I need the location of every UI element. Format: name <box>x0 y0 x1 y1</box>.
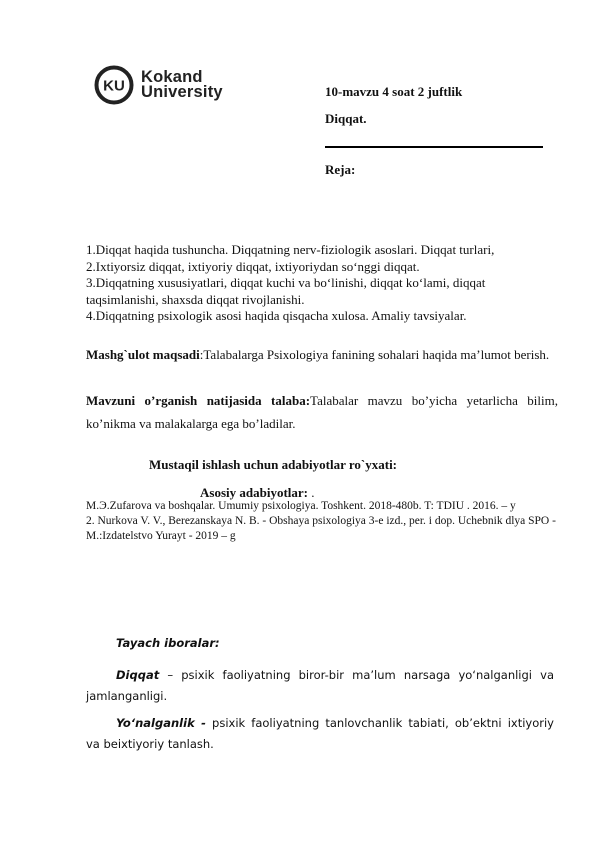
term-word: Yo‘nalganlik - <box>116 716 206 730</box>
term-definition: psixik faoliyatning tanlovchanlik tabiati, ob’ektni ixtiyoriy va beixtiyoriy tanlash. <box>86 716 554 751</box>
plan-item: 4.Diqqatning psixologik asosi haqida qisqacha xulosa. Amaliy tavsiyalar. <box>86 308 467 323</box>
main-literature-label: Asosiy adabiyotlar: <box>200 485 308 500</box>
logo-line-2: University <box>141 83 223 101</box>
plan-item: 3.Diqqatning xususiyatlari, diqqat kuchi va bo‘linishi, diqqat ko‘lami, diqqat <box>86 275 486 290</box>
logo-line-1: Kokand <box>141 68 203 86</box>
literature-item: 2. Nurkova V. V., Berezanskaya N. B. - Obshaya psixologiya 3-e izd., per. i dop. Uchebnik dlya SPO - M.:Izdatelstvo Yurayt - 2019 – g <box>86 515 556 542</box>
goal-label: Mashg`ulot maqsadi <box>86 347 200 362</box>
term-word: Diqqat <box>116 668 160 682</box>
header-rule <box>325 146 543 148</box>
plan-item: taqsimlanishi, shaxsda diqqat rivojlanishi. <box>86 291 305 307</box>
learning-outcome <box>86 390 558 435</box>
literature-heading: Mustaqil ishlash uchun adabiyotlar ro`yxati: <box>149 457 398 472</box>
plan-item: 2.Ixtiyorsiz diqqat, ixtiyoriy diqqat, ixtiyoriydan so‘nggi diqqat. <box>86 258 420 274</box>
svg-text:KU: KU <box>103 77 125 95</box>
literature-list <box>86 499 556 544</box>
logo-wordmark <box>141 70 223 100</box>
plan-heading: Reja: <box>325 162 356 177</box>
plan-item: 1.Diqqat haqida tushuncha. Diqqatning nerv-fiziologik asoslari. Diqqat turlari, <box>86 242 495 257</box>
literature-item: M.Э.Zufarova va boshqalar. Umumiy psixologiya. Toshkent. 2018-480b. T: TDIU . 2016. – y <box>86 500 516 512</box>
key-term-item: Diqqat – psixik faoliyatning biror-bir ma’lum narsaga yo‘nalganligi va jamlanganligi. <box>86 668 554 703</box>
university-logo <box>94 62 244 108</box>
outcome-label: Mavzuni o’rganish natijasida talaba: <box>86 393 311 408</box>
goal-text: :Talabalarga Psixologiya fanining sohalari haqida ma’lumot berish. <box>199 347 550 362</box>
main-literature-suffix: . <box>307 485 315 500</box>
outcome-text: Talabalar mavzu bo’yicha yetarlicha bilim, ko’nikma va malakalarga ega bo’ladilar. <box>86 393 558 431</box>
ku-logo-icon <box>94 65 134 105</box>
lesson-goal <box>86 344 558 367</box>
term-definition: psixik faoliyatning biror-bir ma’lum narsaga yo‘nalganligi va jamlanganligi. <box>86 668 554 703</box>
key-term-item <box>86 713 554 755</box>
topic-header: 10-mavzu 4 soat 2 juftlik <box>325 84 463 99</box>
plan-list <box>86 242 556 325</box>
key-terms-title: Tayach iboralar: <box>116 636 220 650</box>
page-title: Diqqat. <box>325 111 367 126</box>
